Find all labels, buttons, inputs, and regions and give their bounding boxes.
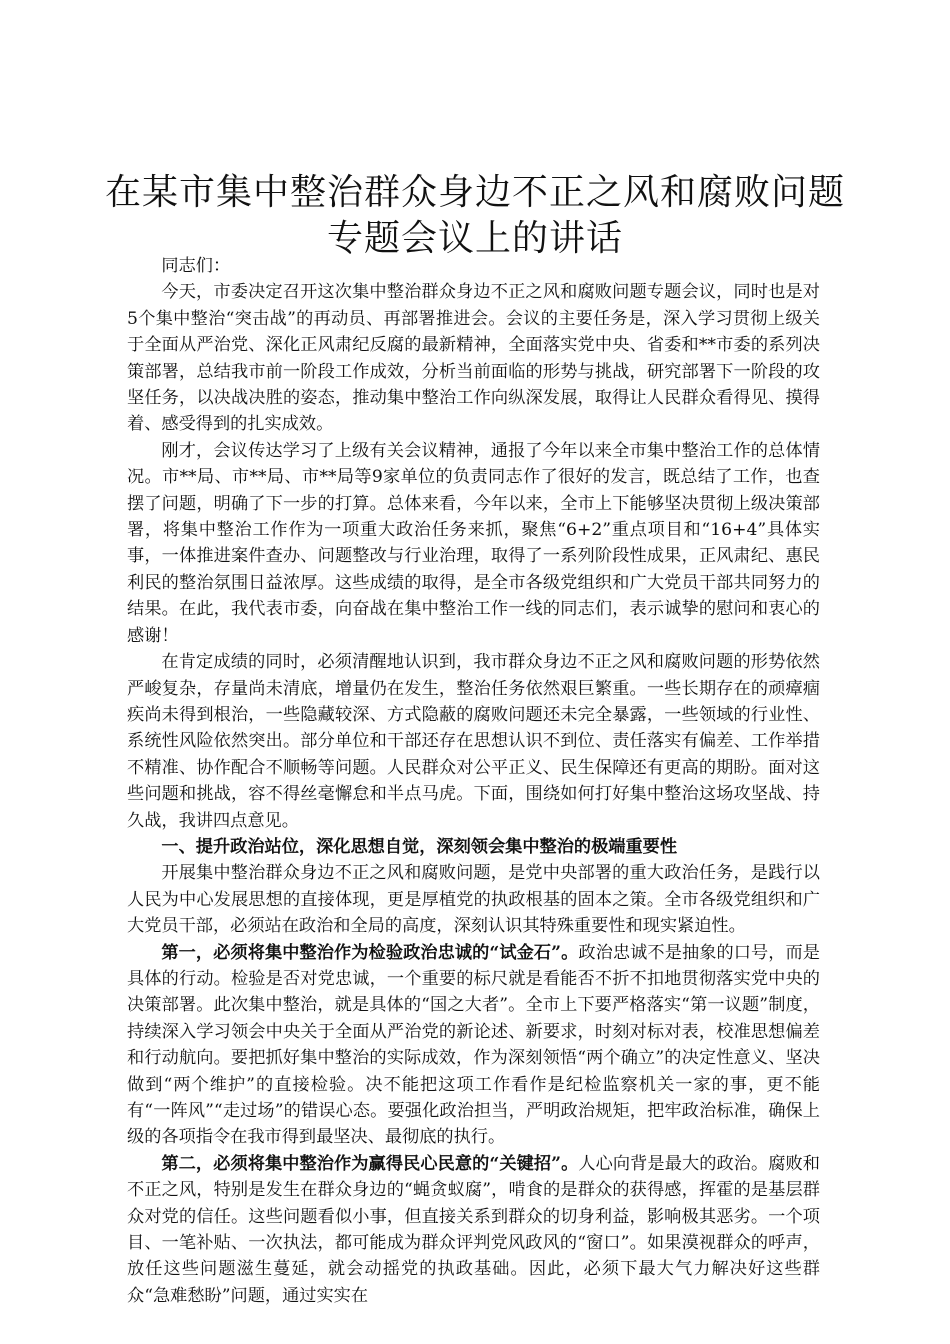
title-line-1: 在某市集中整治群众身边不正之风和腐败问题 (104, 172, 845, 213)
document-body (127, 253, 820, 1309)
paragraph-6-text: 人心向背是最大的政治。腐败和不正之风，特别是发生在群众身边的“蝇贪蚁腐”，啃食的是群众的获得感，挥霍的是基层群众对党的信任。这些问题看似小事，但直接关系到群众的切身利益，影响极其恶劣。一个项目、一笔补贴、一次执法，都可能成为群众评判党风政风的“窗口”。如果漠视群众的呼声，放任这些问题滋生蔓延，就会动摇党的执政基础。因此，必须下最大气力解决好这些群众“急难愁盼”问题，通过实实在 (127, 1153, 820, 1306)
paragraph-6-lead: 第二，必须将集中整治作为赢得民心民意的“关键招”。 (161, 1153, 579, 1174)
paragraph-6 (127, 1151, 820, 1309)
paragraph-4: 开展集中整治群众身边不正之风和腐败问题，是党中央部署的重大政治任务，是践行以人民为中心发展思想的直接体现，更是厚植党的执政根基的固本之策。全市各级党组织和广大党员干部，必须站在政治和全局的高度，深刻认识其特殊重要性和现实紧迫性。 (127, 863, 820, 937)
paragraph-5-lead: 第一，必须将集中整治作为检验政治忠诚的“试金石”。 (161, 942, 579, 963)
paragraph-5 (127, 940, 820, 1151)
salutation: 同志们： (161, 256, 231, 276)
paragraph-3: 在肯定成绩的同时，必须清醒地认识到，我市群众身边不正之风和腐败问题的形势依然严峻复杂，存量尚未清底，增量仍在发生，整治任务依然艰巨繁重。一些长期存在的顽瘴痼疾尚未得到根治，一些隐藏较深、方式隐蔽的腐败问题还未完全暴露，一些领域的行业性、系统性风险依然突出。部分单位和干部还存在思想认识不到位、责任落实有偏差、工作举措不精准、协作配合不顺畅等问题。人民群众对公平正义、民生保障还有更高的期盼。面对这些问题和挑战，容不得丝毫懈怠和半点马虎。下面，围绕如何打好集中整治这场攻坚战、持久战，我讲四点意见。 (127, 652, 820, 831)
title-line-2: 专题会议上的讲话 (326, 218, 623, 259)
paragraph-2: 刚才，会议传达学习了上级有关会议精神，通报了今年以来全市集中整治工作的总体情况。市**局、市**局、市**局等9家单位的负责同志作了很好的发言，既总结了工作，也查摆了问题，明确了下一步的打算。总体来看，今年以来，全市上下能够坚决贯彻上级决策部署，将集中整治工作作为一项重大政治任务来抓，聚焦“6+2”重点项目和“16+4”具体实事，一体推进案件查办、问题整改与行业治理，取得了一系列阶段性成果，正风肃纪、惠民利民的整治氛围日益浓厚。这些成绩的取得，是全市各级党组织和广大党员干部共同努力的结果。在此，我代表市委，向奋战在集中整治工作一线的同志们，表示诚挚的慰问和衷心的感谢！ (127, 440, 820, 646)
paragraph-5-text: 政治忠诚不是抽象的口号，而是具体的行动。检验是否对党忠诚，一个重要的标尺就是看能否不折不扣地贯彻落实党中央的决策部署。此次集中整治，就是具体的“国之大者”。全市上下要严格落实“第一议题”制度，持续深入学习领会中央关于全面从严治党的新论述、新要求，时刻对标对表，校准思想偏差和行动航向。要把抓好集中整治的实际成效，作为深刻领悟“两个确立”的决定性意义、坚决做到“两个维护”的直接检验。决不能把这项工作看作是纪检监察机关一家的事，更不能有“一阵风”“走过场”的错误心态。要强化政治担当，严明政治规矩，把牢政治标准，确保上级的各项指令在我市得到最坚决、最彻底的执行。 (127, 942, 820, 1148)
paragraph-1: 今天，市委决定召开这次集中整治群众身边不正之风和腐败问题专题会议，同时也是对5个集中整治“突击战”的再动员、再部署推进会。会议的主要任务是，深入学习贯彻上级关于全面从严治党、深化正风肃纪反腐的最新精神，全面落实党中央、省委和**市委的系列决策部署，总结我市前一阶段工作成效，分析当前面临的形势与挑战，研究部署下一阶段的攻坚任务，以决战决胜的姿态，推动集中整治工作向纵深发展，取得让人民群众看得见、摸得着、感受得到的扎实成效。 (127, 282, 820, 435)
section-heading-1: 一、提升政治站位，深化思想自觉，深刻领会集中整治的极端重要性 (161, 836, 678, 857)
document-title (100, 170, 850, 262)
